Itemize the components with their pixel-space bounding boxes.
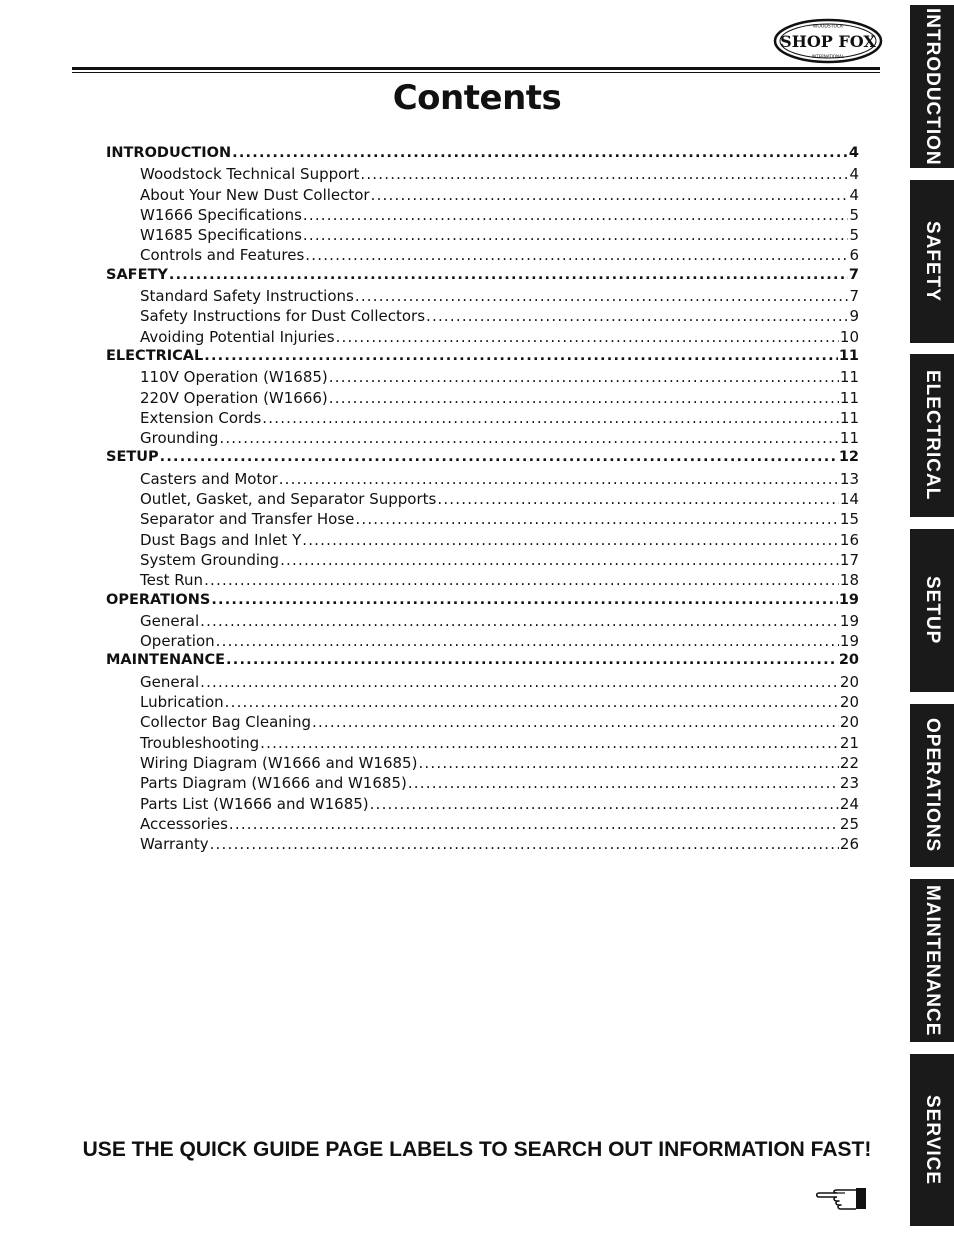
- toc-entry-page: 16: [839, 530, 859, 549]
- toc-entry-label: Separator and Transfer Hose: [140, 510, 355, 529]
- toc-entry[interactable]: [106, 815, 859, 835]
- toc-leader-dots: [279, 470, 839, 488]
- tab-safety[interactable]: [910, 180, 954, 343]
- toc-entry-label: Outlet, Gasket, and Separator Supports: [140, 490, 437, 509]
- toc-entry-label: OPERATIONS: [106, 591, 211, 608]
- toc-entry-label: Casters and Motor: [140, 469, 278, 488]
- toc-leader-dots: [216, 632, 839, 650]
- toc-leader-dots: [302, 531, 839, 549]
- toc-entry[interactable]: [106, 795, 859, 815]
- toc-entry-label: ELECTRICAL: [106, 347, 204, 364]
- toc-leader-dots: [225, 693, 839, 711]
- toc-entry[interactable]: [106, 470, 859, 490]
- toc-entry-label: 220V Operation (W1666): [140, 388, 328, 407]
- toc-entry-label: Wiring Diagram (W1666 and W1685): [140, 753, 418, 772]
- toc-entry[interactable]: [106, 835, 859, 855]
- tab-label: SERVICE: [922, 1094, 943, 1186]
- toc-entry-page: 5: [849, 205, 859, 224]
- toc-entry-label: MAINTENANCE: [106, 652, 226, 669]
- toc-entry-label: Parts List (W1666 and W1685): [140, 794, 369, 813]
- toc-entry-page: 11: [839, 368, 859, 387]
- toc-entry-page: 7: [848, 266, 859, 283]
- toc-entry-page: 9: [849, 307, 859, 326]
- toc-entry-page: 26: [839, 835, 859, 854]
- toc-leader-dots: [303, 206, 849, 224]
- toc-section-entry[interactable]: [106, 267, 859, 287]
- toc-entry[interactable]: [106, 713, 859, 733]
- toc-entry[interactable]: [106, 531, 859, 551]
- toc-entry-page: 11: [839, 429, 859, 448]
- toc-entry-page: 4: [849, 165, 859, 184]
- tab-setup[interactable]: [910, 529, 954, 692]
- toc-entry-label: Safety Instructions for Dust Collectors: [140, 307, 426, 326]
- toc-entry[interactable]: [106, 429, 859, 449]
- toc-leader-dots: [305, 246, 848, 264]
- toc-entry-page: 11: [839, 408, 859, 427]
- toc-entry-label: SAFETY: [106, 266, 168, 283]
- toc-entry-label: Dust Bags and Inlet Y: [140, 530, 302, 549]
- toc-entry-page: 24: [839, 794, 859, 813]
- toc-entry[interactable]: [106, 612, 859, 632]
- tab-electrical[interactable]: [910, 354, 954, 517]
- toc-entry[interactable]: [106, 165, 859, 185]
- header-rule-thick: [72, 67, 880, 70]
- toc-leader-dots: [219, 429, 839, 447]
- toc-entry-label: Warranty: [140, 835, 209, 854]
- page-title: Contents: [392, 78, 562, 118]
- toc-entry-page: 12: [838, 449, 859, 466]
- tab-label: OPERATIONS: [922, 718, 943, 853]
- pointing-hand-icon: [815, 1184, 867, 1212]
- toc-entry-label: Controls and Features: [140, 246, 305, 265]
- toc-entry[interactable]: [106, 246, 859, 266]
- toc-entry-label: Test Run: [140, 571, 204, 590]
- toc-entry-page: 20: [839, 713, 859, 732]
- toc-entry-page: 15: [839, 510, 859, 529]
- toc-entry[interactable]: [106, 510, 859, 530]
- toc-entry-label: Collector Bag Cleaning: [140, 713, 311, 732]
- toc-leader-dots: [329, 368, 839, 386]
- toc-entry[interactable]: [106, 226, 859, 246]
- toc-entry-page: 13: [839, 469, 859, 488]
- toc-entry-page: 6: [849, 246, 859, 265]
- toc-leader-dots: [200, 673, 839, 691]
- toc-entry-page: 20: [839, 672, 859, 691]
- toc-entry[interactable]: [106, 774, 859, 794]
- toc-entry[interactable]: [106, 632, 859, 652]
- toc-entry-page: 19: [839, 611, 859, 630]
- toc-entry-label: Lubrication: [140, 693, 224, 712]
- tab-maintenance[interactable]: [910, 879, 954, 1042]
- toc-entry-page: 22: [839, 753, 859, 772]
- toc-entry-label: SETUP: [106, 449, 159, 466]
- toc-leader-dots: [211, 592, 838, 608]
- toc-entry-page: 21: [839, 733, 859, 752]
- toc-leader-dots: [262, 409, 839, 427]
- toc-entry-label: Parts Diagram (W1666 and W1685): [140, 774, 407, 793]
- toc-leader-dots: [437, 490, 839, 508]
- toc-leader-dots: [210, 835, 839, 853]
- toc-entry[interactable]: [106, 571, 859, 591]
- toc-entry-label: General: [140, 672, 200, 691]
- toc-entry-label: Woodstock Technical Support: [140, 165, 360, 184]
- footer-note: USE THE QUICK GUIDE PAGE LABELS TO SEARCH OUT INFORMATION FAST!: [82, 1138, 872, 1161]
- toc-entry-page: 19: [839, 632, 859, 651]
- toc-leader-dots: [360, 165, 848, 183]
- toc-leader-dots: [260, 734, 839, 752]
- toc-section-entry[interactable]: [106, 348, 859, 368]
- toc-entry-page: 20: [838, 652, 859, 669]
- toc-leader-dots: [355, 510, 839, 528]
- toc-entry[interactable]: [106, 368, 859, 388]
- toc-entry-page: 4: [849, 185, 859, 204]
- toc-leader-dots: [169, 267, 848, 283]
- tab-label: ELECTRICAL: [922, 370, 943, 501]
- toc-entry-label: Standard Safety Instructions: [140, 287, 354, 306]
- quick-guide-tabs: [910, 0, 954, 1235]
- tab-label: MAINTENANCE: [922, 884, 943, 1037]
- toc-leader-dots: [280, 551, 839, 569]
- logo-sub-bottom: INTERNATIONAL: [811, 54, 845, 59]
- toc-entry-page: 18: [839, 571, 859, 590]
- toc-entry-page: 10: [839, 327, 859, 346]
- tab-label: INTRODUCTION: [922, 7, 943, 166]
- table-of-contents: [106, 145, 859, 855]
- toc-leader-dots: [418, 754, 838, 772]
- toc-entry[interactable]: [106, 186, 859, 206]
- toc-entry[interactable]: [106, 693, 859, 713]
- toc-leader-dots: [204, 571, 839, 589]
- logo-sub-top: WOODSTOCK: [812, 24, 844, 30]
- toc-entry-page: 23: [839, 774, 859, 793]
- toc-entry[interactable]: [106, 673, 859, 693]
- toc-entry-label: 110V Operation (W1685): [140, 368, 328, 387]
- toc-entry-label: INTRODUCTION: [106, 145, 232, 161]
- toc-leader-dots: [200, 612, 839, 630]
- toc-section-entry[interactable]: [106, 592, 859, 612]
- logo-text: SHOP FOX: [780, 32, 876, 51]
- tab-service[interactable]: [910, 1054, 954, 1226]
- toc-entry[interactable]: [106, 328, 859, 348]
- toc-leader-dots: [232, 145, 848, 161]
- header-rule-thin: [72, 72, 880, 73]
- toc-leader-dots: [229, 815, 839, 833]
- toc-entry[interactable]: [106, 409, 859, 429]
- toc-entry-label: About Your New Dust Collector: [140, 185, 370, 204]
- toc-entry-label: Grounding: [140, 429, 219, 448]
- toc-entry-page: 4: [848, 145, 859, 161]
- toc-leader-dots: [370, 795, 839, 813]
- toc-entry-label: Accessories: [140, 814, 228, 833]
- toc-entry-label: Avoiding Potential Injuries: [140, 327, 335, 346]
- toc-section-entry[interactable]: [106, 652, 859, 672]
- toc-entry-page: 14: [839, 490, 859, 509]
- tab-operations[interactable]: [910, 704, 954, 867]
- toc-entry[interactable]: [106, 206, 859, 226]
- toc-section-entry[interactable]: [106, 145, 859, 165]
- toc-entry[interactable]: [106, 551, 859, 571]
- shop-fox-logo-icon: [773, 18, 883, 64]
- toc-entry-page: 20: [839, 693, 859, 712]
- toc-leader-dots: [303, 226, 849, 244]
- toc-entry[interactable]: [106, 287, 859, 307]
- toc-entry-label: W1666 Specifications: [140, 205, 302, 224]
- toc-leader-dots: [336, 328, 839, 346]
- toc-section-entry[interactable]: [106, 449, 859, 469]
- toc-entry-page: 19: [838, 591, 859, 608]
- toc-entry-page: 11: [839, 388, 859, 407]
- toc-leader-dots: [426, 307, 848, 325]
- toc-entry-label: Operation: [140, 632, 215, 651]
- toc-entry[interactable]: [106, 389, 859, 409]
- toc-entry-label: W1685 Specifications: [140, 226, 302, 245]
- toc-entry-label: General: [140, 611, 200, 630]
- toc-entry-page: 11: [838, 347, 859, 364]
- toc-leader-dots: [371, 186, 849, 204]
- tab-label: SETUP: [922, 576, 943, 645]
- toc-entry-label: Extension Cords: [140, 408, 262, 427]
- toc-entry[interactable]: [106, 490, 859, 510]
- toc-leader-dots: [355, 287, 849, 305]
- toc-leader-dots: [160, 449, 838, 465]
- tab-label: SAFETY: [922, 221, 943, 302]
- toc-entry-page: 7: [849, 287, 859, 306]
- toc-leader-dots: [408, 774, 839, 792]
- toc-leader-dots: [312, 713, 839, 731]
- toc-entry[interactable]: [106, 734, 859, 754]
- toc-entry-label: System Grounding: [140, 550, 280, 569]
- tab-introduction[interactable]: [910, 5, 954, 168]
- toc-entry-page: 17: [839, 550, 859, 569]
- toc-entry[interactable]: [106, 754, 859, 774]
- toc-leader-dots: [329, 389, 839, 407]
- toc-entry-label: Troubleshooting: [140, 733, 260, 752]
- toc-entry-page: 5: [849, 226, 859, 245]
- toc-entry[interactable]: [106, 307, 859, 327]
- toc-leader-dots: [226, 652, 838, 668]
- toc-entry-page: 25: [839, 814, 859, 833]
- toc-leader-dots: [204, 348, 838, 364]
